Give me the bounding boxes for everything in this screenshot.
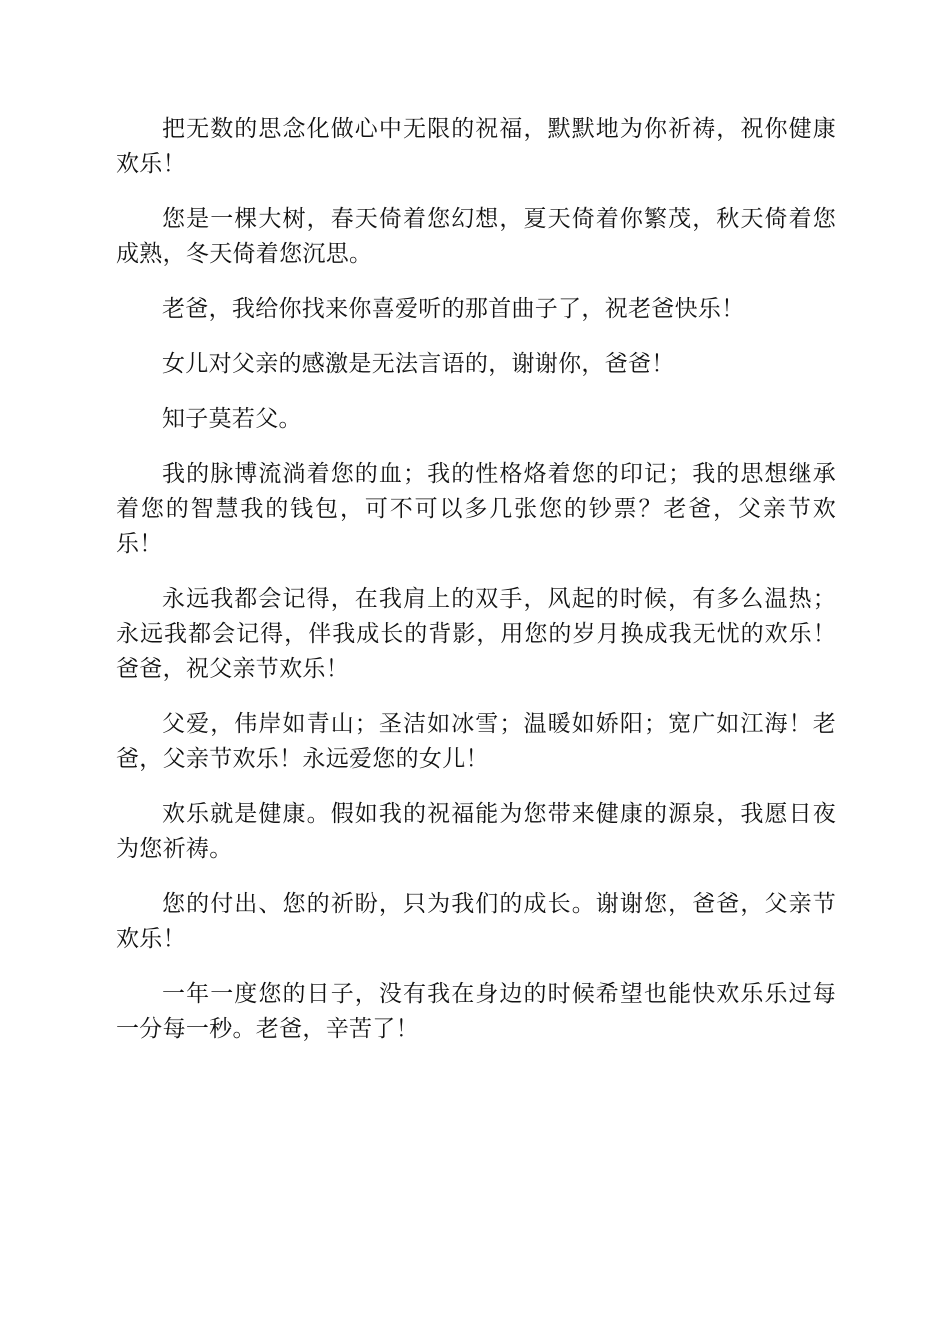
paragraph-10: 您的付出、您的祈盼，只为我们的成长。谢谢您，爸爸，父亲节欢乐！ (116, 891, 836, 952)
paragraph-2: 您是一棵大树，春天倚着您幻想，夏天倚着你繁茂，秋天倚着您成熟，冬天倚着您沉思。 (116, 206, 836, 267)
paragraph-5: 知子莫若父。 (162, 406, 302, 432)
paragraph-9: 欢乐就是健康。假如我的祝福能为您带来健康的源泉，我愿日夜为您祈祷。 (116, 801, 836, 862)
paragraph-8: 父爱，伟岸如青山；圣洁如冰雪；温暖如娇阳；宽广如江海！老爸，父亲节欢乐！永远爱您的女儿！ (116, 711, 836, 772)
paragraph-11: 一年一度您的日子，没有我在身边的时候希望也能快欢乐乐过每一分每一秒。老爸，辛苦了！ (116, 981, 836, 1042)
paragraph-1: 把无数的思念化做心中无限的祝福，默默地为你祈祷，祝你健康欢乐！ (116, 116, 836, 177)
paragraph-3: 老爸，我给你找来你喜爱听的那首曲子了，祝老爸快乐！ (162, 296, 745, 322)
paragraph-7: 永远我都会记得，在我肩上的双手，风起的时候，有多么温热；永远我都会记得，伴我成长的背影，用您的岁月换成我无忧的欢乐！爸爸，祝父亲节欢乐！ (116, 586, 836, 682)
paragraph-4: 女儿对父亲的感激是无法言语的，谢谢你，爸爸！ (162, 351, 675, 377)
paragraph-6: 我的脉博流淌着您的血；我的性格烙着您的印记；我的思想继承着您的智慧我的钱包，可不可以多几张您的钞票？老爸，父亲节欢乐！ (116, 461, 836, 557)
document-body (116, 112, 836, 1067)
